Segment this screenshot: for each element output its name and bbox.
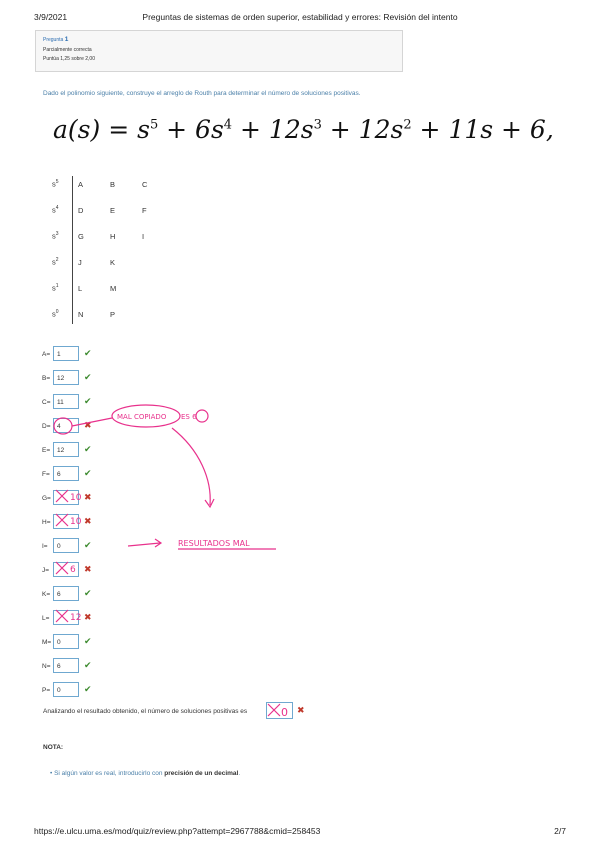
strike-summary — [268, 704, 280, 716]
cross-icon: ✖ — [84, 516, 92, 526]
correction-g: 10 — [70, 493, 82, 503]
answer-label: B= — [42, 375, 51, 382]
answer-label: M= — [42, 639, 52, 646]
routh-power: $s^3$ — [52, 231, 59, 241]
question-prompt: Dado el polinomio siguiente, construye el arreglo de Routh para determinar el número de soluciones positivas. — [43, 90, 361, 97]
routh-cell: D — [78, 206, 84, 215]
strike-h — [56, 514, 68, 526]
check-icon: ✔ — [84, 396, 92, 406]
strike-l — [56, 610, 68, 622]
correction-summary: 0 — [281, 706, 288, 719]
arrow-left — [128, 543, 160, 546]
question-status: Parcialmente correcta — [43, 47, 92, 53]
answer-label: D= — [42, 423, 51, 430]
answer-label: N= — [42, 663, 51, 670]
strike-j — [56, 562, 68, 574]
check-icon: ✔ — [84, 684, 92, 694]
line-to-note — [72, 418, 112, 426]
summary-wrong-icon: ✖ — [297, 705, 305, 715]
routh-cell: F — [142, 206, 147, 215]
answer-input[interactable]: 0 — [53, 682, 79, 697]
check-icon: ✔ — [84, 636, 92, 646]
question-number: Pregunta 1 — [43, 36, 69, 43]
routh-cell: G — [78, 232, 84, 241]
routh-cell: A — [78, 180, 84, 189]
answer-label: K= — [42, 591, 51, 598]
strike-g — [56, 490, 68, 502]
check-icon: ✔ — [84, 588, 92, 598]
note-resultados-mal: RESULTADOS MAL — [178, 539, 250, 548]
answer-input[interactable]: 11 — [53, 394, 79, 409]
cross-icon: ✖ — [84, 492, 92, 502]
routh-cell: L — [78, 284, 83, 293]
answer-label: H= — [42, 519, 51, 526]
answer-input[interactable]: 6 — [53, 658, 79, 673]
check-icon: ✔ — [84, 660, 92, 670]
answer-label: I= — [42, 543, 48, 550]
routh-power: $s^1$ — [52, 283, 59, 293]
arrowhead-1 — [205, 499, 214, 507]
answer-input[interactable]: 0 — [53, 634, 79, 649]
answer-input[interactable]: 4 — [53, 418, 79, 433]
polynomial-formula: $a(s) = s^5 + 6s^4 + 12s^3 + 12s^2 + 11s + 6$, — [53, 115, 554, 144]
routh-cell: K — [110, 258, 116, 267]
note-mal-copiado: MAL COPIADO — [117, 413, 167, 421]
answer-label: F= — [42, 471, 50, 478]
routh-power: $s^4$ — [52, 205, 59, 215]
routh-power: $s^2$ — [52, 257, 59, 267]
answer-label: J= — [42, 567, 50, 574]
routh-cell: N — [78, 310, 84, 319]
circle-d-value — [54, 418, 72, 434]
correction-h: 10 — [70, 517, 82, 527]
circle-six — [196, 410, 208, 422]
answer-label: P= — [42, 687, 51, 694]
routh-power: $s^0$ — [52, 309, 59, 319]
check-icon: ✔ — [84, 444, 92, 454]
print-title: Preguntas de sistemas de orden superior, estabilidad y errores: Revisión del intento — [142, 12, 458, 22]
check-icon: ✔ — [84, 468, 92, 478]
answer-input[interactable]: 6 — [53, 466, 79, 481]
routh-cell: H — [110, 232, 116, 241]
routh-cell: I — [142, 232, 145, 241]
question-score: Puntúa 1,25 sobre 2,00 — [43, 56, 95, 62]
cross-icon: ✖ — [84, 564, 92, 574]
answer-input[interactable]: 0 — [53, 538, 79, 553]
arrow-curve — [172, 428, 210, 505]
routh-cell: M — [110, 284, 117, 293]
print-date: 3/9/2021 — [34, 12, 68, 22]
routh-cell: E — [110, 206, 116, 215]
answer-label: L= — [42, 615, 50, 622]
answer-label: A= — [42, 351, 51, 358]
routh-power: $s^5$ — [52, 179, 59, 189]
correction-j: 6 — [70, 565, 76, 575]
footer-url: https://e.ulcu.uma.es/mod/quiz/review.php?attempt=2967788&cmid=258453 — [34, 826, 321, 836]
answer-input[interactable]: 12 — [53, 370, 79, 385]
nota-bullet: • Si algún valor es real, introducirlo con precisión de un decimal. — [50, 770, 241, 777]
answer-label: C= — [42, 399, 51, 406]
cross-icon: ✖ — [84, 420, 92, 430]
check-icon: ✔ — [84, 348, 92, 358]
correction-l: 12 — [70, 613, 82, 623]
routh-cell: P — [110, 310, 116, 319]
check-icon: ✔ — [84, 372, 92, 382]
answer-input[interactable]: 6 — [53, 586, 79, 601]
note-es-six: ES 6 — [181, 413, 197, 421]
page-number: 2/7 — [554, 826, 566, 836]
answer-label: E= — [42, 447, 51, 454]
answer-label: G= — [42, 495, 51, 502]
nota-emphasis: precisión de un decimal — [164, 770, 239, 777]
routh-cell: C — [142, 180, 148, 189]
summary-text: Analizando el resultado obtenido, el número de soluciones positivas es — [43, 708, 248, 715]
cross-icon: ✖ — [84, 612, 92, 622]
nota-heading: NOTA: — [43, 744, 64, 751]
answer-input[interactable]: 1 — [53, 346, 79, 361]
routh-cell: B — [110, 180, 116, 189]
answer-input[interactable]: 12 — [53, 442, 79, 457]
check-icon: ✔ — [84, 540, 92, 550]
routh-cell: J — [78, 258, 82, 267]
